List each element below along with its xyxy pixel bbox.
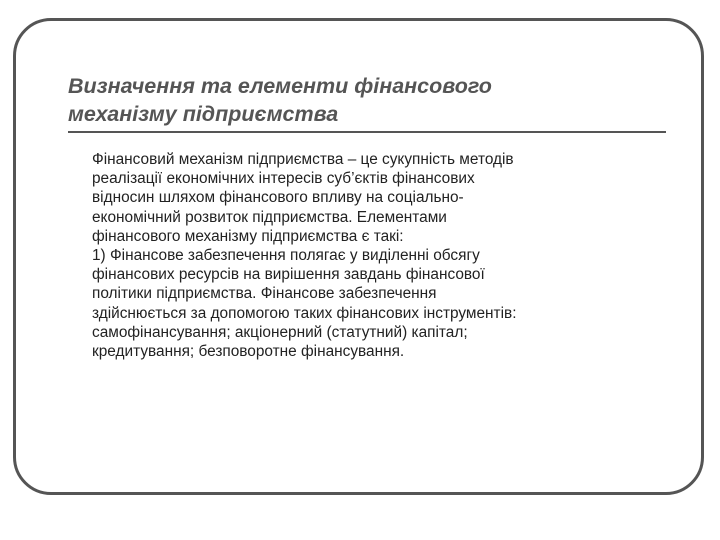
title-line-1: Визначення та елементи фінансового bbox=[68, 74, 492, 98]
body-line-11: кредитування; безповоротне фінансування. bbox=[92, 343, 405, 361]
body-line-10: самофінансування; акціонерний (статутний) капітал; bbox=[92, 323, 468, 341]
body-line-7: фінансових ресурсів на вирішення завдань фінансової bbox=[92, 266, 485, 284]
body-line-1: Фінансовий механізм підприємства – це сукупність методів bbox=[92, 151, 514, 168]
slide-body-text bbox=[92, 150, 672, 361]
body-line-4: економічний розвиток підприємства. Елементами bbox=[92, 208, 447, 226]
body-line-5: фінансового механізму підприємства є такі: bbox=[92, 227, 404, 245]
body-line-9: здійснюється за допомогою таких фінансових інструментів: bbox=[92, 304, 517, 322]
body-line-8: політики підприємства. Фінансове забезпечення bbox=[92, 285, 437, 303]
body-line-3: відносин шляхом фінансового впливу на соціально- bbox=[92, 189, 464, 207]
body-line-6: 1) Фінансове забезпечення полягає у виділенні обсягу bbox=[92, 247, 480, 265]
title-underline bbox=[68, 131, 666, 133]
body-line-2: реалізації економічних інтересів суб’єктів фінансових bbox=[92, 170, 475, 188]
title-line-2: механізму підприємства bbox=[68, 102, 339, 126]
slide-title bbox=[68, 72, 668, 128]
